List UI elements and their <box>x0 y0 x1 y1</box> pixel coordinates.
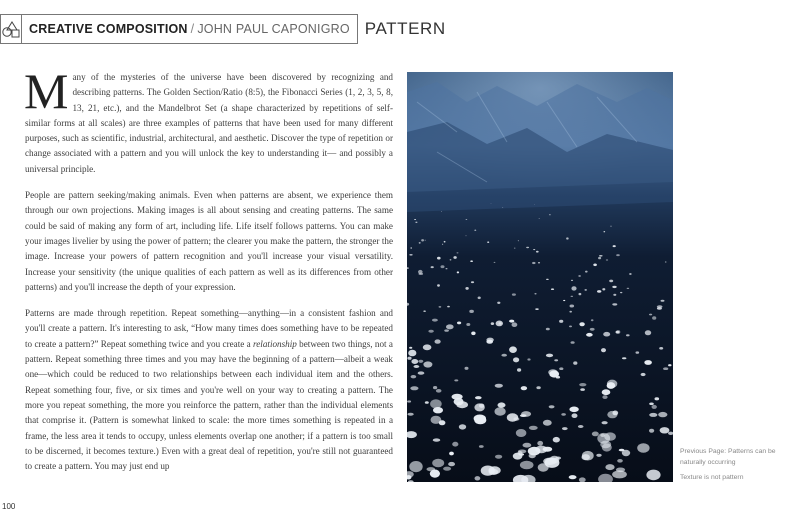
ice-floe <box>432 459 444 468</box>
ice-floe <box>655 397 660 400</box>
ice-floe <box>658 412 667 417</box>
ice-floe <box>579 293 582 295</box>
ice-floe <box>433 438 440 441</box>
ice-floe <box>527 358 530 360</box>
ice-floe <box>436 389 442 393</box>
ice-floe <box>562 427 568 430</box>
ice-floe <box>430 470 440 478</box>
ice-floe <box>452 394 463 400</box>
ice-floe <box>435 339 441 343</box>
ice-floe <box>453 256 456 259</box>
ice-floe <box>535 308 539 310</box>
ice-floe <box>410 247 412 248</box>
ice-floe <box>423 361 432 367</box>
ice-floe <box>549 214 551 215</box>
ice-floe <box>501 354 507 357</box>
ice-floe <box>486 340 493 344</box>
ice-floe <box>513 417 519 421</box>
ice-floe <box>441 211 442 212</box>
ice-floe <box>559 320 563 323</box>
ice-floe <box>659 347 663 350</box>
ice-floe <box>546 279 549 280</box>
ice-floe <box>457 322 461 325</box>
ice-floe <box>421 239 424 241</box>
ice-floe <box>512 293 516 295</box>
ice-floe <box>536 386 540 389</box>
caption-line-1: Previous Page: Patterns can be naturally occurring <box>680 448 776 466</box>
ice-floe <box>423 344 432 350</box>
ice-floe <box>649 403 654 406</box>
ice-floe <box>543 420 552 426</box>
ice-floe <box>514 248 516 249</box>
ice-floe <box>410 386 418 390</box>
ice-floe <box>478 297 481 300</box>
ice-floe <box>549 405 555 408</box>
ice-floe <box>579 322 584 326</box>
ice-floe <box>571 280 573 281</box>
series-title: CREATIVE COMPOSITION <box>29 22 188 36</box>
ice-floe <box>649 429 654 433</box>
drop-cap: M <box>24 63 69 119</box>
ice-floe <box>627 288 630 289</box>
caption-line-2: Texture is not pattern <box>680 474 744 481</box>
ice-floe <box>489 466 501 474</box>
ice-floe <box>497 302 500 304</box>
ice-floe <box>409 254 412 256</box>
ice-floe <box>619 449 625 452</box>
ice-floe <box>452 442 458 447</box>
ice-floe <box>582 451 594 461</box>
ice-floe <box>570 305 575 308</box>
paragraph-1 <box>24 63 393 177</box>
ice-floe <box>660 427 670 433</box>
ice-floe <box>491 322 494 325</box>
ice-floe <box>616 254 620 256</box>
book-logo <box>0 14 22 44</box>
ice-floe <box>408 350 416 357</box>
ice-floe <box>457 271 459 273</box>
ice-floe <box>533 249 535 250</box>
ice-floe <box>470 260 473 262</box>
ice-floe <box>551 288 554 290</box>
ice-floe <box>613 245 616 247</box>
ice-floe <box>448 462 455 466</box>
ice-floe <box>423 310 426 312</box>
ice-floe <box>442 244 443 245</box>
ice-floe <box>649 413 657 417</box>
page-number: 100 <box>2 502 16 511</box>
ice-floe <box>553 437 560 443</box>
ice-floe <box>502 207 503 208</box>
ice-floe <box>645 330 651 335</box>
ice-floe <box>612 411 618 416</box>
ice-floe <box>668 364 671 366</box>
ice-floe <box>456 401 468 408</box>
ice-floe <box>459 424 466 429</box>
ice-floe <box>620 292 622 293</box>
ice-floe <box>432 319 438 322</box>
ice-floe <box>414 365 420 368</box>
ice-floe <box>591 319 594 321</box>
ice-floe <box>578 275 581 276</box>
ice-floe <box>425 401 429 404</box>
ice-floe <box>449 452 454 456</box>
ice-floe <box>572 413 578 418</box>
ice-floe <box>578 425 584 428</box>
ice-floe <box>549 370 559 377</box>
ice-floe <box>441 265 445 268</box>
ice-floe <box>509 320 514 323</box>
ice-floe <box>605 464 614 470</box>
ice-floe <box>580 388 585 391</box>
ice-floe <box>661 300 665 302</box>
ice-floe <box>596 454 601 457</box>
ice-floe <box>418 360 423 363</box>
ice-floe <box>652 405 657 409</box>
ice-floe <box>474 230 476 231</box>
ice-floe <box>431 266 434 268</box>
ice-floe <box>409 461 422 472</box>
ice-floe <box>471 281 474 283</box>
ice-floe <box>584 289 587 291</box>
ice-floe <box>652 316 656 320</box>
ice-floe <box>612 470 627 478</box>
ice-floe <box>407 400 411 402</box>
ice-floe <box>447 306 450 308</box>
ice-floe <box>606 260 608 261</box>
ice-floe <box>487 242 489 243</box>
ice-floe <box>646 470 660 481</box>
ice-floe <box>495 455 502 459</box>
ice-floe <box>537 441 543 446</box>
ice-floe <box>573 361 577 364</box>
ice-floe <box>474 415 486 423</box>
ice-floe <box>569 326 572 328</box>
ice-floe <box>597 290 601 293</box>
ice-floe <box>571 286 576 290</box>
ice-floe <box>431 416 442 424</box>
ice-floe <box>407 357 411 360</box>
ice-floe <box>430 399 442 408</box>
ice-floe <box>428 330 433 333</box>
ice-floe <box>629 273 632 275</box>
ice-floe <box>466 323 470 326</box>
ice-floe <box>616 330 620 333</box>
ice-floe <box>563 300 565 301</box>
body-text <box>24 63 393 485</box>
ice-floe <box>475 476 481 480</box>
ice-floe <box>408 413 414 416</box>
ice-floe <box>419 273 424 275</box>
ice-floe <box>534 293 536 294</box>
ice-floe <box>543 447 553 452</box>
ice-floe <box>465 287 468 290</box>
ice-floe <box>590 328 595 331</box>
section-title: PATTERN <box>364 19 446 38</box>
paragraph-3 <box>25 306 393 474</box>
ice-floe <box>649 314 652 316</box>
paragraph-2: People are pattern seeking/making animals. Even when patterns are absent, we experience them through our own projections. Making images is all about sensing and creating patterns. The same could be said of making any form of art, including life. Life itself follows patterns. You can make your images livelier by using the power of pattern; the clearer you make the pattern, the stronger the image. Increase your powers of pattern recognition and you'll increase your visual versatility. Increase your sensitivity (the unique qualities of each pattern as well as its differences from other patterns) and you'll increase the depth of your expression. <box>25 190 393 292</box>
ice-floe <box>536 251 539 253</box>
ice-floe <box>521 386 527 390</box>
ice-floe <box>612 286 616 288</box>
ice-floe <box>663 367 668 370</box>
ice-floe <box>465 235 466 236</box>
ice-floe <box>592 432 599 437</box>
book-title-box <box>22 14 358 44</box>
ice-floe <box>518 450 526 454</box>
ice-floe <box>444 329 449 331</box>
ice-floe <box>602 395 607 399</box>
ice-floe <box>593 264 597 267</box>
ice-floe <box>518 240 519 241</box>
ice-floe <box>520 414 526 417</box>
ice-floe <box>538 262 540 263</box>
ice-floe <box>644 360 652 365</box>
emphasis-relationship: relationship <box>253 338 297 349</box>
ice-floe <box>469 310 474 313</box>
ice-floes-image <box>407 72 673 482</box>
ice-floe <box>466 219 468 220</box>
ice-floe <box>636 351 640 353</box>
ice-floe <box>566 237 569 239</box>
ice-floe <box>546 328 550 331</box>
ice-floe <box>523 443 532 448</box>
ice-floe <box>598 257 601 259</box>
ice-floe <box>479 445 484 448</box>
ice-floe <box>610 226 612 227</box>
ice-floe <box>494 262 496 263</box>
shapes-logo-icon <box>1 19 21 39</box>
ice-floe <box>529 426 538 430</box>
ice-floe <box>569 311 572 313</box>
author-name: JOHN PAUL CAPONIGRO <box>197 22 350 36</box>
title-separator: / <box>190 22 195 36</box>
ice-floe <box>569 475 577 479</box>
ice-floe <box>609 280 613 283</box>
ice-floe <box>509 346 517 353</box>
ice-floe <box>601 348 606 352</box>
ice-floe <box>657 305 663 308</box>
ice-floe <box>613 294 616 296</box>
ice-floe <box>513 357 519 362</box>
ice-floe <box>622 357 626 359</box>
ice-floe <box>450 259 452 260</box>
ice-floe <box>602 389 611 395</box>
ice-floe <box>602 421 608 424</box>
ice-floe <box>579 383 586 386</box>
ice-floe <box>571 296 574 297</box>
ice-floe <box>425 240 426 241</box>
ice-floe <box>617 459 623 463</box>
ice-floe <box>415 222 417 223</box>
ice-floe <box>600 434 605 437</box>
ice-floe <box>586 333 593 337</box>
ice-floe <box>554 359 558 361</box>
ice-floe <box>495 407 506 415</box>
running-header <box>0 14 446 44</box>
ice-floe <box>411 375 417 378</box>
ice-floe <box>471 332 475 336</box>
ice-floe <box>517 368 521 371</box>
ice-floe <box>454 379 458 381</box>
ice-floe <box>612 303 617 305</box>
ice-floe <box>457 252 459 253</box>
ice-floe <box>475 396 482 399</box>
ice-floe <box>409 347 412 349</box>
ice-floe <box>538 463 549 471</box>
ice-floe <box>520 461 534 470</box>
ice-floe <box>539 218 540 219</box>
ice-floe <box>495 384 503 388</box>
ice-floe <box>626 334 630 336</box>
ice-floe <box>433 386 437 389</box>
ice-floe <box>443 467 451 471</box>
ice-floe <box>599 255 603 257</box>
ice-floe <box>559 367 563 370</box>
ice-floe <box>444 241 446 243</box>
ice-floe <box>498 402 506 407</box>
ice-floe <box>437 257 441 260</box>
ice-floe <box>561 413 566 416</box>
ice-floe <box>571 341 575 344</box>
ice-floe <box>641 373 646 376</box>
ice-floe <box>569 407 578 413</box>
photo-caption <box>680 446 785 487</box>
ice-floe <box>465 367 469 370</box>
ice-floe <box>516 429 527 437</box>
paragraph-3-text-b: between two things, not a pattern. Repeat something three times and you may have the beginning of a pattern—albeit a weak one—which could be reduced to two relationships between each individual item and the others. Repeat something four, five, or six times and you're well on your way to creating a pattern. The more you repeat something, the more you reinforce the pattern, rather than the individual elements that comprise it. (Pattern is somewhat linked to scale: the more times something is repeated in a frame, the less area it tends to occupy, unless elements overlap one another; if a pattern is too small to be discerned, it becomes texture.) Even with a great deal of repetition, you're still not guaranteed to create a pattern. You may just end up <box>25 338 393 472</box>
ice-floe <box>607 382 616 389</box>
ice-floe <box>512 322 518 327</box>
ice-floe <box>411 359 418 364</box>
ice-floe <box>446 324 454 329</box>
paragraph-1-text: any of the mysteries of the universe have been discovered by recognizing and describing patterns. The Golden Section/Ratio (8:5), the Fibonacci Series (1, 2, 3, 5, 8, 13, 21, etc.), and the Mandelbrot Set (a shape characterized by repetitions of self-similar forms at all scales) are three examples of patterns that have been used for many different purposes, such as scientific, industrial, architectural, and aesthetic. Discover the type of repetition or change associated with a pattern and you will unlock the key to understanding it— and possibly a universal principle. <box>25 72 393 174</box>
ice-floe <box>546 354 553 358</box>
paragraph-3-text-a: Patterns are made through repetition. Repeat something—anything—in a consistent fashion and you'll create a pattern. It's interesting to ask, “How many times does something have to be repeated to create a pattern?” Repeat something twice and you create a <box>25 308 393 349</box>
ice-floe <box>437 284 440 286</box>
ice-floe <box>528 447 541 456</box>
glacier-ice-photo <box>407 72 673 482</box>
ice-floe <box>637 443 649 452</box>
ice-floe <box>526 247 529 248</box>
ice-floe <box>419 242 421 243</box>
ice-floe <box>496 321 503 327</box>
ice-floe <box>418 371 425 374</box>
ice-floe <box>532 262 535 264</box>
ice-floe <box>439 306 442 307</box>
ice-floe <box>446 268 448 269</box>
ice-floe <box>665 261 667 262</box>
ice-floe <box>603 332 610 337</box>
ice-floe <box>585 271 588 273</box>
ice-floe <box>414 219 416 220</box>
ice-floe <box>474 403 484 411</box>
ice-floe <box>602 288 605 290</box>
ice-floe <box>604 231 606 232</box>
